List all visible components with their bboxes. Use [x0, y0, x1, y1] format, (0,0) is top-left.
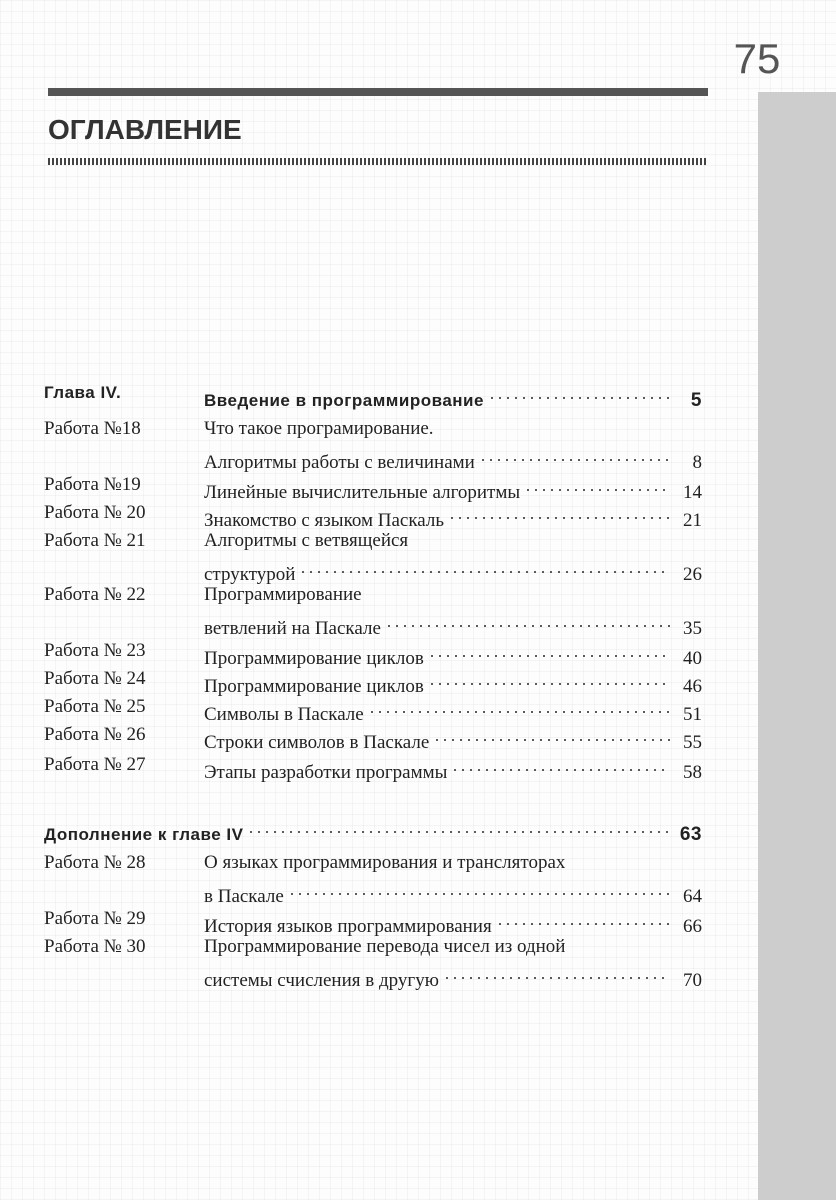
dot-leader — [428, 638, 670, 664]
dot-leader — [479, 442, 670, 468]
chapter-page: 5 — [690, 390, 702, 411]
heading-rule — [48, 158, 708, 165]
supplement-title-block — [44, 814, 702, 848]
side-band — [758, 92, 836, 1200]
entry-page: 40 — [683, 648, 702, 669]
entry-label: Работа № 27 — [44, 754, 146, 775]
entry-title: Знакомство с языком Паскаль — [204, 510, 445, 531]
entry-label: Работа № 20 — [44, 502, 146, 523]
entry-page: 58 — [683, 762, 702, 783]
entry-title-line — [204, 934, 702, 960]
chapter-title: Введение в программирование — [204, 391, 484, 410]
dot-leader — [448, 500, 670, 526]
entry-title: ветвлений на Паскале — [204, 618, 381, 639]
dot-leader — [524, 472, 670, 498]
entry-page: 21 — [683, 510, 702, 531]
chapter-label: Глава IV. — [44, 383, 122, 402]
entry-title: Алгоритмы работы с величинами — [204, 452, 475, 473]
entry-title-block — [204, 934, 702, 994]
dot-leader — [496, 906, 670, 932]
entry-title: Программирование — [204, 584, 362, 605]
entry-page: 35 — [683, 618, 702, 639]
entry-title-block — [204, 528, 702, 588]
entry-page: 8 — [692, 452, 702, 473]
entry-title-block — [204, 752, 702, 786]
chapter-title-line — [204, 380, 702, 414]
entry-title: Программирование циклов — [204, 648, 424, 669]
entry-title-block — [204, 850, 702, 910]
entry-title-block — [204, 416, 702, 476]
entry-page: 26 — [683, 564, 702, 585]
entry-title-line — [204, 876, 702, 910]
entry-title-line — [204, 582, 702, 608]
entry-label: Работа № 24 — [44, 668, 146, 689]
entry-title: О языках программирования и трансляторах — [204, 852, 566, 873]
entry-title-line — [204, 752, 702, 786]
entry-title-line — [204, 850, 702, 876]
entry-title: Строки символов в Паскале — [204, 732, 430, 753]
supplement-page: 63 — [679, 824, 702, 845]
entry-title-line — [204, 528, 702, 554]
entry-label: Работа № 29 — [44, 908, 146, 929]
entry-title: Программирование перевода чисел из одной — [204, 936, 566, 957]
entry-title: История языков программирования — [204, 916, 492, 937]
entry-label: Работа № 21 — [44, 530, 146, 551]
entry-title-block — [204, 722, 702, 756]
dot-leader — [443, 960, 670, 986]
entry-title: Программирование циклов — [204, 676, 424, 697]
entry-label: Работа № 23 — [44, 640, 146, 661]
entry-page: 51 — [683, 704, 702, 725]
entry-title: Этапы разработки программы — [204, 762, 448, 783]
supplement-title: Дополнение к главе IV — [44, 825, 244, 844]
dot-leader — [247, 814, 670, 840]
entry-title: системы счисления в другую — [204, 970, 439, 991]
entry-title-line — [204, 416, 702, 442]
entry-title: Алгоритмы с ветвящейся — [204, 530, 409, 551]
entry-title-block — [204, 582, 702, 642]
top-rule — [48, 88, 708, 96]
entry-title-line — [204, 722, 702, 756]
entry-title: структурой — [204, 564, 296, 585]
supplement-title-line — [44, 814, 702, 848]
dot-leader — [368, 694, 670, 720]
entry-label: Работа № 22 — [44, 584, 146, 605]
entry-label: Работа № 30 — [44, 936, 146, 957]
entry-label: Работа №18 — [44, 418, 141, 439]
entry-title: Что такое програмирование. — [204, 418, 434, 439]
dot-leader — [433, 722, 670, 748]
dot-leader — [451, 752, 670, 778]
dot-leader — [288, 876, 670, 902]
entry-page: 46 — [683, 676, 702, 697]
entry-page: 66 — [683, 916, 702, 937]
entry-title: Линейные вычислительные алгоритмы — [204, 482, 521, 503]
entry-label: Работа №19 — [44, 474, 141, 495]
entry-page: 14 — [683, 482, 702, 503]
dot-leader — [299, 554, 670, 580]
entry-label: Работа № 26 — [44, 724, 146, 745]
entry-title-line — [204, 608, 702, 642]
entry-label: Работа № 28 — [44, 852, 146, 873]
entry-title-line — [204, 442, 702, 476]
entry-title-line — [204, 960, 702, 994]
entry-page: 70 — [683, 970, 702, 991]
entry-page: 64 — [683, 886, 702, 907]
dot-leader — [428, 666, 670, 692]
entry-title: в Паскале — [204, 886, 284, 907]
dot-leader — [385, 608, 670, 634]
chapter-title-block — [204, 380, 702, 414]
page-number: 75 — [733, 35, 781, 82]
dot-leader — [488, 380, 670, 406]
entry-page: 55 — [683, 732, 702, 753]
page-title: ОГЛАВЛЕНИЕ — [48, 114, 242, 145]
entry-title: Символы в Паскале — [204, 704, 364, 725]
entry-label: Работа № 25 — [44, 696, 146, 717]
